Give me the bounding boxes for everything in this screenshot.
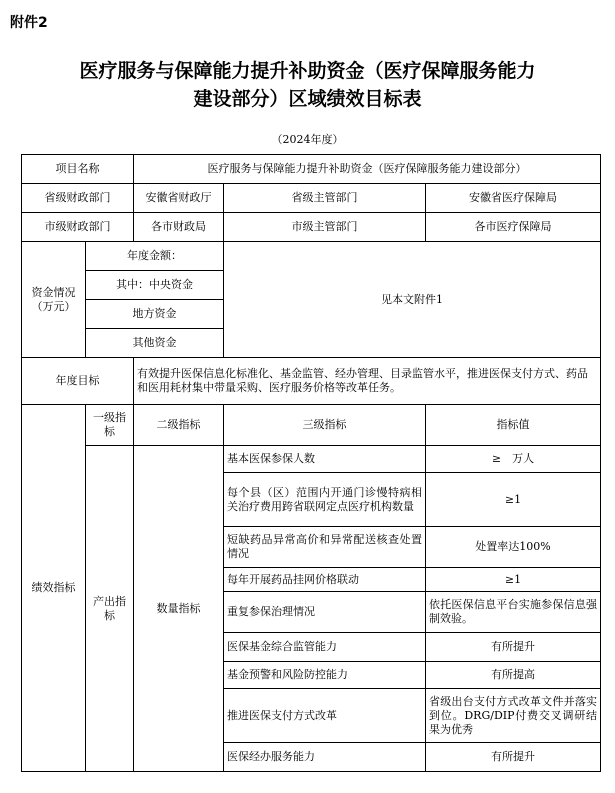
perf-level1: 产出指标	[86, 446, 134, 772]
funds-value: 见本文附件1	[224, 242, 601, 358]
table-row-provincial	[22, 184, 601, 213]
table-row-city	[22, 213, 601, 242]
indicator-name: 基金预警和风险防控能力	[224, 662, 426, 689]
provincial-finance-value: 安徽省财政厅	[134, 184, 224, 213]
indicator-name: 医保基金综合监管能力	[224, 633, 426, 662]
provincial-dept-label: 省级主管部门	[224, 184, 426, 213]
table-row-perf-header	[22, 405, 601, 446]
indicator-name: 医保经办服务能力	[224, 743, 426, 772]
indicator-value: 有所提升	[426, 743, 601, 772]
perf-header-value: 指标值	[426, 405, 601, 446]
annual-goal-label: 年度目标	[22, 358, 134, 405]
table-row-funds-annual	[22, 242, 601, 271]
indicator-value: ≥1	[426, 473, 601, 527]
indicator-value: 省级出台支付方式改革文件并落实到位。DRG/DIP付费交叉调研结果为优秀	[426, 689, 601, 743]
city-dept-label: 市级主管部门	[224, 213, 426, 242]
indicator-name: 每个县（区）范围内开通门诊慢特病相关治疗费用跨省联网定点医疗机构数量	[224, 473, 426, 527]
funds-label: 资金情况（万元）	[22, 242, 86, 358]
project-label: 项目名称	[22, 155, 134, 184]
indicator-value: 依托医保信息平台实施参保信息强制效验。	[426, 592, 601, 633]
indicator-value: 有所提升	[426, 633, 601, 662]
provincial-dept-value: 安徽省医疗保障局	[426, 184, 601, 213]
indicator-value: 有所提高	[426, 662, 601, 689]
performance-table	[21, 154, 601, 772]
perf-header-level3: 三级指标	[224, 405, 426, 446]
perf-label: 绩效指标	[22, 405, 86, 772]
attachment-label: 附件2	[10, 15, 48, 31]
indicator-name: 重复参保治理情况	[224, 592, 426, 633]
funds-other-label: 其他资金	[86, 329, 224, 358]
city-finance-label: 市级财政部门	[22, 213, 134, 242]
indicator-name: 推进医保支付方式改革	[224, 689, 426, 743]
funds-central-label: 其中：中央资金	[86, 271, 224, 300]
city-dept-value: 各市医疗保障局	[426, 213, 601, 242]
perf-header-level1: 一级指标	[86, 405, 134, 446]
page-title-line2: 建设部分）区域绩效目标表	[193, 88, 422, 110]
indicator-name: 每年开展药品挂网价格联动	[224, 568, 426, 592]
funds-annual-label: 年度金额：	[86, 242, 224, 271]
funds-local-label: 地方资金	[86, 300, 224, 329]
year-label: （2024年度）	[271, 133, 344, 146]
indicator-name: 基本医保参保人数	[224, 446, 426, 473]
page-title-line1: 医疗服务与保障能力提升补助资金（医疗保障服务能力	[79, 60, 536, 82]
indicator-name: 短缺药品异常高价和异常配送核查处置情况	[224, 527, 426, 568]
provincial-finance-label: 省级财政部门	[22, 184, 134, 213]
indicator-value: 处置率达100%	[426, 527, 601, 568]
perf-header-level2: 二级指标	[134, 405, 224, 446]
table-row	[22, 446, 601, 473]
perf-level2: 数量指标	[134, 446, 224, 772]
project-value: 医疗服务与保障能力提升补助资金（医疗保障服务能力建设部分）	[134, 155, 601, 184]
annual-goal-text: 有效提升医保信息化标准化、基金监管、经办管理、目录监管水平，推进医保支付方式、药品和医用耗材集中带量采购、医疗服务价格等改革任务。	[134, 358, 601, 405]
table-row-project	[22, 155, 601, 184]
indicator-value: ≥ 万人	[426, 446, 601, 473]
table-row-annual-goal	[22, 358, 601, 405]
indicator-value: ≥1	[426, 568, 601, 592]
city-finance-value: 各市财政局	[134, 213, 224, 242]
